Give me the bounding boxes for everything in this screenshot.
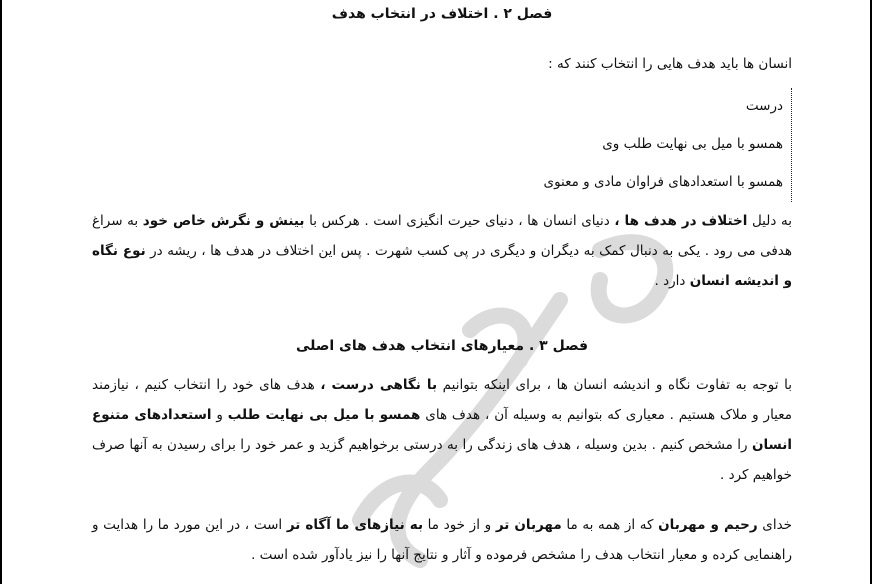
criteria-list (443, 88, 792, 202)
bold-phrase: بینش و نگرش خاص خود (142, 213, 305, 229)
bold-phrase: اختلاف در هدف ها ، (614, 213, 748, 229)
text-run: دنیای انسان ها ، دنیای حیرت انگیزی است . هرکس با (304, 213, 615, 229)
text-run: به دلیل (747, 213, 792, 229)
chapter-2-paragraph (92, 206, 792, 296)
text-run: که از همه به ما (561, 517, 659, 533)
text-run: خدای (757, 517, 793, 533)
criteria-item-3: همسو با استعدادهای فراوان مادی و معنوی (543, 174, 783, 190)
bold-phrase: همسو با میل بی نهایت طلب (227, 407, 421, 423)
chapter-3-title: فصل ۳ . معیارهای انتخاب هدف های اصلی (295, 338, 589, 354)
text-run: و (211, 407, 228, 423)
criteria-item-2: همسو با میل بی نهایت طلب وی (602, 136, 783, 152)
chapter-2-title: فصل ۲ . اختلاف در انتخاب هدف (331, 6, 553, 22)
bold-phrase: به نیازهای ما آگاه تر (286, 517, 424, 533)
bold-phrase: مهربان تر (495, 517, 562, 533)
text-run: هدف های خود را انتخاب کنیم ، نیازمند معیار و ملاک هستیم . معیاری که بتوانیم به وسیله آن ، هدف های (92, 377, 792, 423)
bold-phrase: استعدادهای متنوع انسان (92, 407, 792, 453)
criteria-item-1: درست (745, 98, 783, 114)
bold-phrase: با نگاهی درست ، (320, 377, 438, 393)
text-run: را مشخص کنیم . بدین وسیله ، هدف های زندگی را به درستی برخواهیم گزید و عمر خود را برای رسیدن به آنها صرف خواهیم کرد . (92, 437, 792, 483)
bold-phrase: نوع نگاه و اندیشه انسان (92, 243, 792, 289)
chapter-3-paragraph-1 (92, 370, 792, 490)
chapter-2-intro: انسان ها باید هدف هایی را انتخاب کنند که : (548, 56, 792, 72)
text-run: و از خود ما (423, 517, 496, 533)
text-run: است ، در این مورد ما را هدایت و راهنمایی کرده و معیار انتخاب هدف را مشخص فرموده و آثار و نتایج آنها را نیز یادآور شده است . (92, 517, 792, 563)
text-run: با توجه به تفاوت نگاه و اندیشه انسان ها ، برای اینکه بتوانیم (437, 377, 792, 393)
bold-phrase: رحیم و مهربان (658, 517, 758, 533)
page-border-right (870, 0, 872, 584)
chapter-3-paragraph-2 (92, 510, 792, 570)
text-run: به سراغ هدفی می رود . یکی به دنبال کمک به دیگران و دیگری در پی کسب شهرت . پس این اختلاف در هدف ها ، ریشه در (92, 213, 792, 259)
document-page (92, 0, 792, 584)
text-run: دارد . (654, 273, 690, 289)
page-border-left (0, 0, 2, 584)
